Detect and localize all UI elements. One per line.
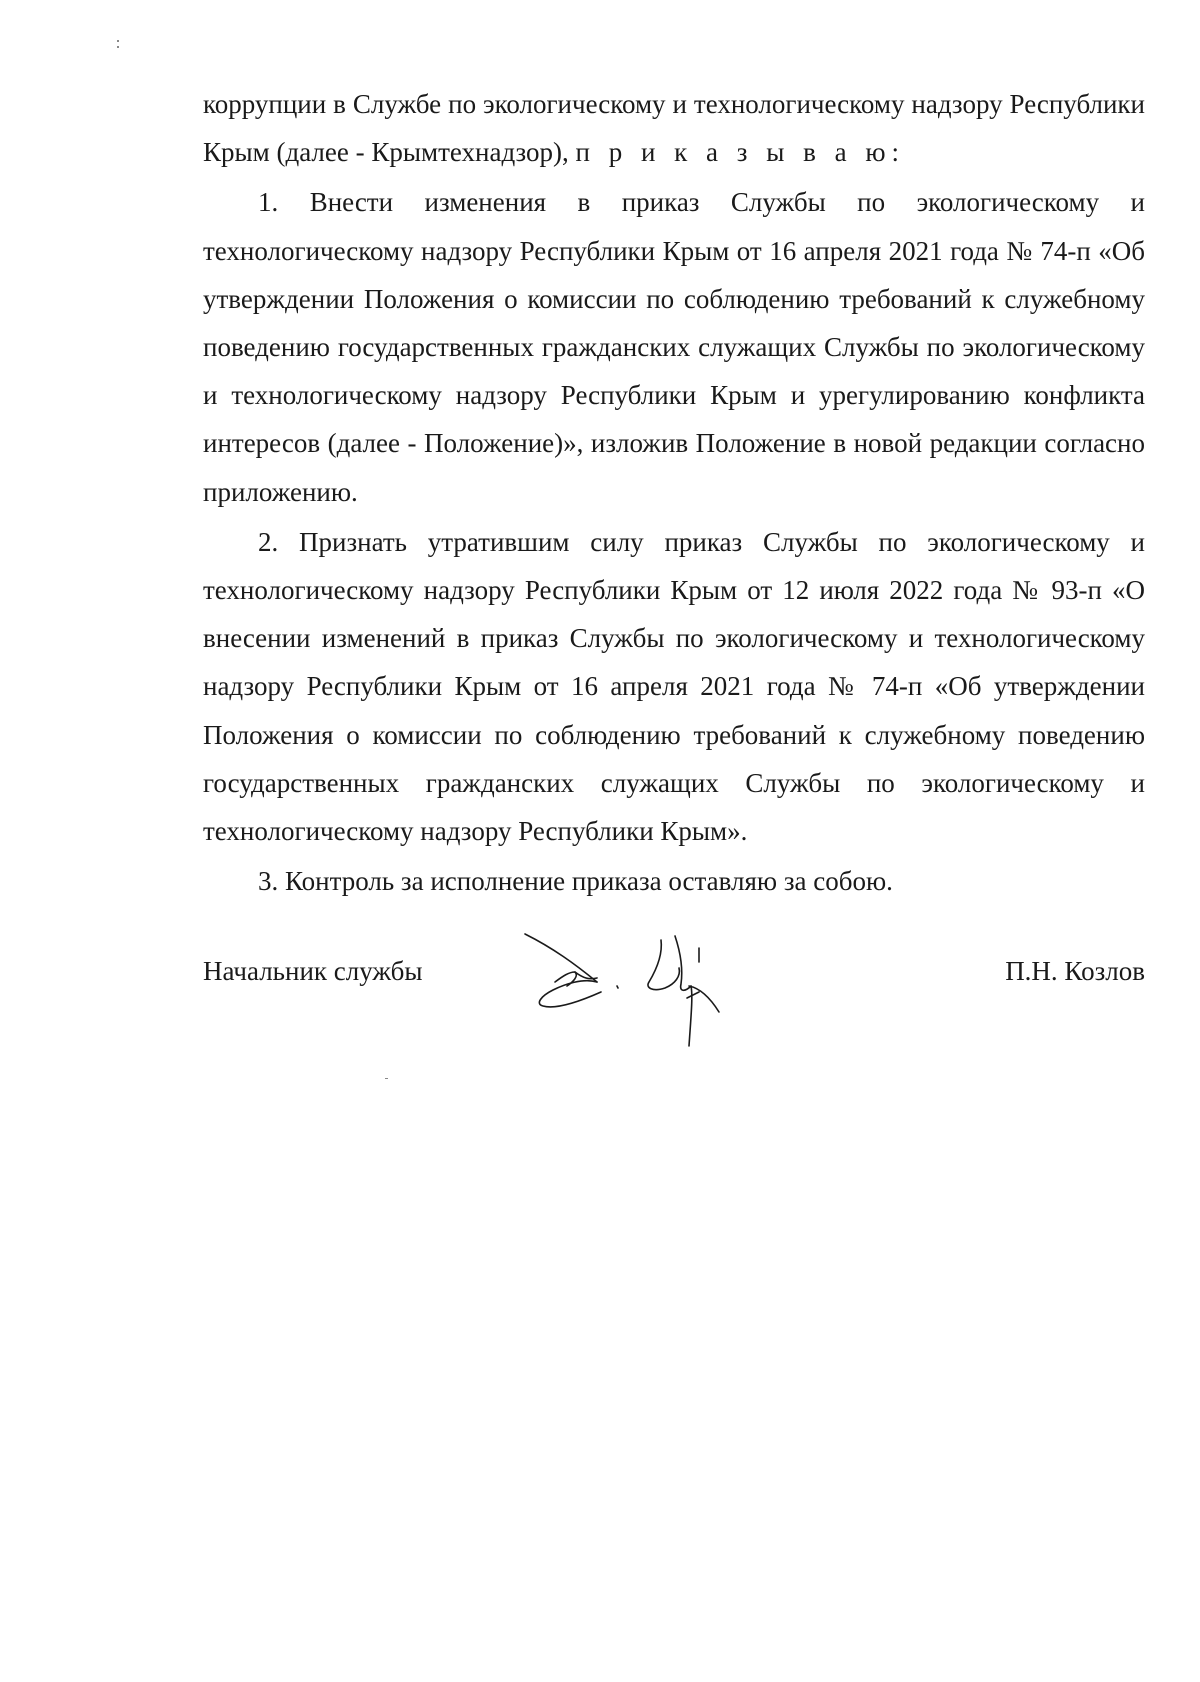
signature-block xyxy=(203,940,1145,1060)
order-word: п р и к а з ы в а ю: xyxy=(575,137,905,168)
signatory-name: П.Н. Козлов xyxy=(1005,956,1145,986)
intro-paragraph xyxy=(203,80,1145,176)
item-paragraph-3: 3. Контроль за исполнение приказа оставляю за собою. xyxy=(258,866,893,897)
scan-speck xyxy=(385,1078,388,1079)
item-paragraph-1: 1. Внести изменения в приказ Службы по экологическому и технологическому надзору Республики Крым от 16 апреля 2021 года № 74-п «Об утверждении Положения о комиссии по соблюдению требований к служебному поведению государственных гражданских служащих Службы по экологическому и технологическому надзору Республики Крым и урегулированию конфликта интересов (далее - Положение)», изложив Положение в новой редакции согласно приложению. xyxy=(203,187,1145,507)
item-paragraph-2: 2. Признать утратившим силу приказ Службы по экологическому и технологическому надзору Республики Крым от 12 июля 2022 года № 93-п «О внесении изменений в приказ Службы по экологическому и технологическому надзору Республики Крым от 16 апреля 2021 года № 74-п «Об утверждении Положения о комиссии по соблюдению требований к служебному поведению государственных гражданских служащих Службы по экологическому и технологическому надзору Республики Крым». xyxy=(203,526,1145,847)
document-body xyxy=(203,80,1145,905)
signatory-position: Начальник службы xyxy=(203,956,423,986)
scan-speck xyxy=(117,46,119,48)
intro-text: коррупции в Службе по экологическому и технологическому надзору Республики Крым (далее - Крымтехнадзор), xyxy=(203,89,1145,168)
scan-speck xyxy=(117,40,119,42)
handwritten-signature xyxy=(513,926,773,1056)
